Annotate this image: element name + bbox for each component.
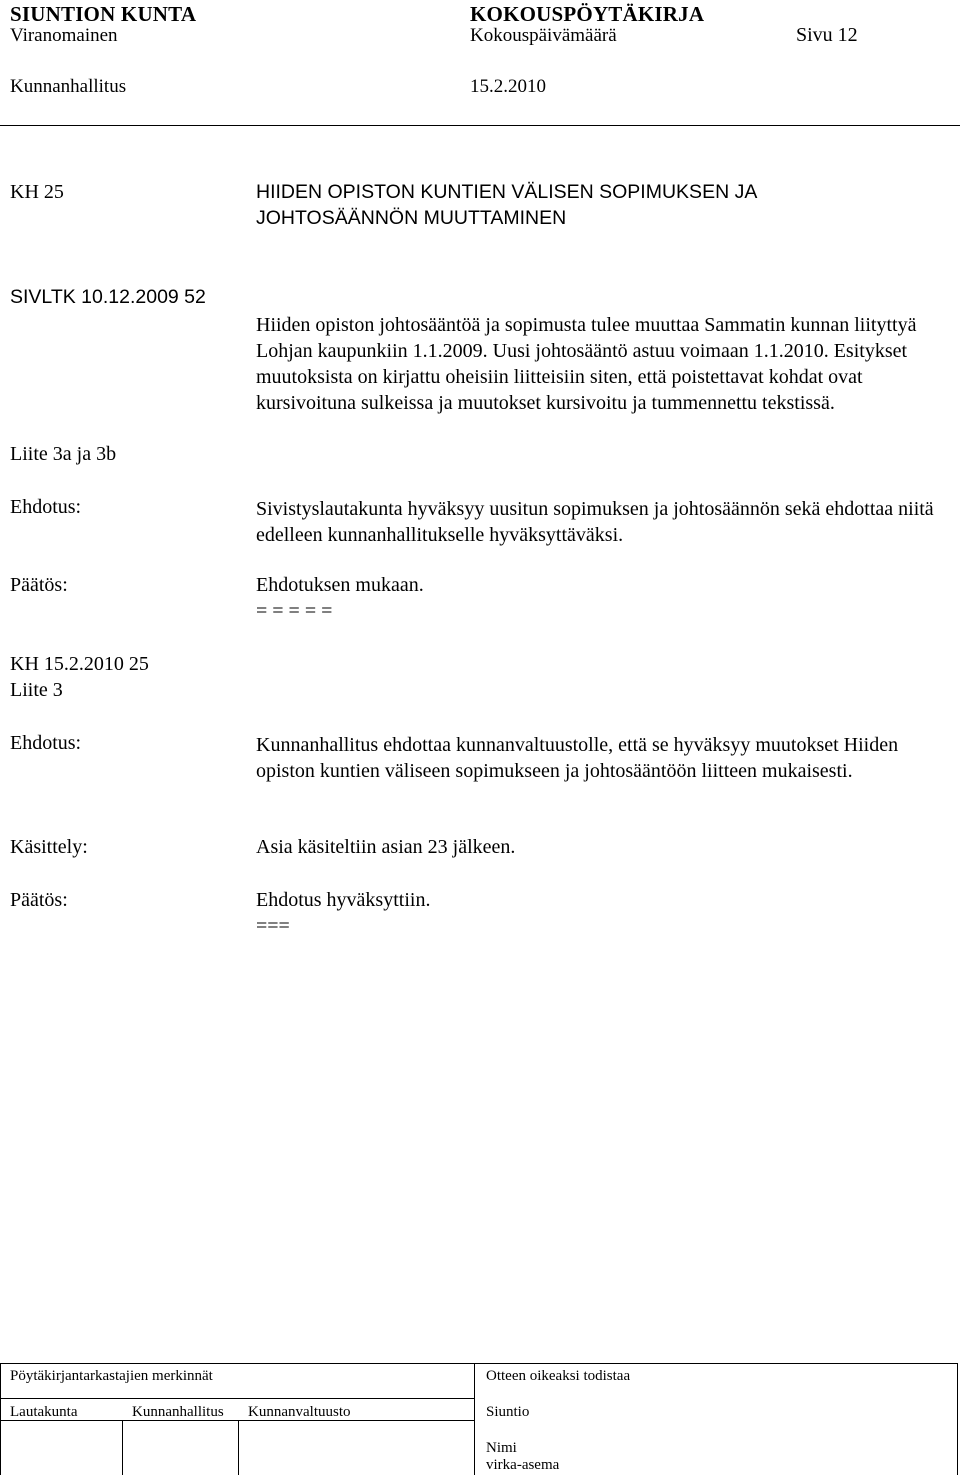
- column-government: Kunnanhallitus: [132, 1404, 224, 1420]
- handling-label: Käsittely:: [10, 836, 88, 858]
- footer-row-rule: [0, 1398, 474, 1399]
- proposal-label: Ehdotus:: [10, 496, 82, 518]
- decision-text: Ehdotus hyväksyttiin.: [256, 889, 431, 911]
- footer-column-divider: [238, 1420, 239, 1475]
- organization-name: SIUNTION KUNTA: [10, 2, 197, 26]
- section-title-line1: HIIDEN OPISTON KUNTIEN VÄLISEN SOPIMUKSEN JA: [256, 181, 758, 203]
- name-label: Nimi: [486, 1440, 517, 1456]
- footer-top-rule: [0, 1363, 958, 1364]
- column-council: Kunnanvaltuusto: [248, 1404, 351, 1420]
- footer-divider: [474, 1363, 475, 1475]
- decision-label: Päätös:: [10, 574, 68, 596]
- handling-text: Asia käsiteltiin asian 23 jälkeen.: [256, 836, 516, 858]
- committee-reference: SIVLTK 10.12.2009 52: [10, 286, 206, 308]
- footer-column-divider: [122, 1420, 123, 1475]
- end-mark: ===: [256, 915, 290, 937]
- proposal-text: Sivistyslautakunta hyväksyy uusitun sopimuksen ja johtosäännön sekä ehdottaa niitä edelleen kunnanhallitukselle hyväksyttäväksi.: [256, 498, 934, 546]
- proposal-label: Ehdotus:: [10, 732, 82, 754]
- proposal-text: Kunnanhallitus ehdottaa kunnanvaltuustolle, että se hyväksyy muutokset Hiiden opiston kuntien väliseen sopimukseen ja johtosääntöön liitteen mukaisesti.: [256, 734, 899, 782]
- footer-border-left: [0, 1363, 1, 1475]
- column-board: Lautakunta: [10, 1404, 78, 1420]
- end-mark: = = = = =: [256, 600, 333, 622]
- checkers-label: Pöytäkirjantarkastajien merkinnät: [10, 1368, 213, 1384]
- attachment-label: Liite 3: [10, 679, 63, 701]
- section-title-line2: JOHTOSÄÄNNÖN MUUTTAMINEN: [256, 207, 567, 229]
- header-rule: [0, 125, 960, 126]
- authority-name: Kunnanhallitus: [10, 76, 127, 97]
- attachment-label: Liite 3a ja 3b: [10, 443, 117, 465]
- document-type: KOKOUSPÖYTÄKIRJA: [470, 2, 705, 26]
- meeting-date: 15.2.2010: [470, 76, 546, 97]
- footer-border-right: [957, 1363, 958, 1475]
- board-reference: KH 15.2.2010 25: [10, 653, 149, 675]
- position-label: virka-asema: [486, 1457, 560, 1473]
- footer-row-rule: [0, 1420, 474, 1421]
- section-number: KH 25: [10, 181, 64, 203]
- place-label: Siuntio: [486, 1404, 530, 1420]
- decision-label: Päätös:: [10, 889, 68, 911]
- authority-label: Viranomainen: [10, 25, 118, 46]
- date-label: Kokouspäivämäärä: [470, 25, 617, 46]
- certified-label: Otteen oikeaksi todistaa: [486, 1368, 631, 1384]
- page-number: Sivu 12: [796, 24, 858, 46]
- decision-text: Ehdotuksen mukaan.: [256, 574, 424, 596]
- intro-paragraph: Hiiden opiston johtosääntöä ja sopimusta tulee muuttaa Sammatin kunnan liityttyä Lohjan kaupunkiin 1.1.2009. Uusi johtosääntö astuu voimaan 1.1.2010. Esitykset muutoksista on kirjattu oheisiin liitteisiin siten, että poistettavat kohdat ovat kursivoituna sulkeissa ja muutokset kursivoitu ja tummennettu tekstissä.: [256, 314, 917, 414]
